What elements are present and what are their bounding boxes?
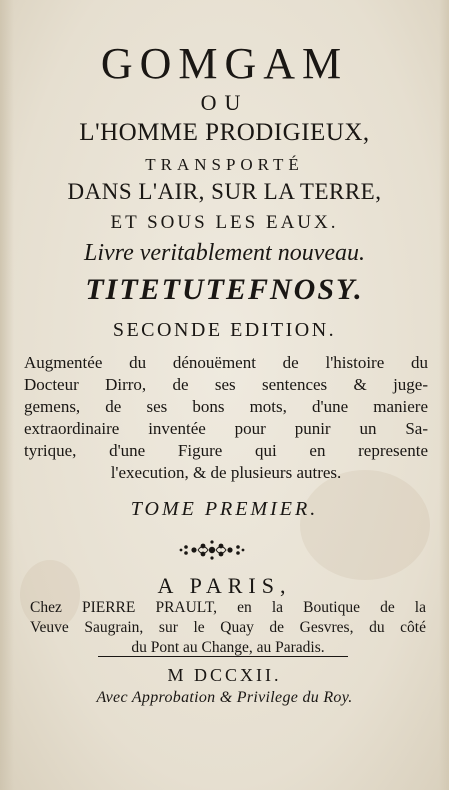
description-line: Augmentée du dénouëment de l'histoire du	[24, 353, 428, 372]
description-line: gemens, de ses bons mots, d'une maniere	[24, 397, 428, 416]
imprint-address	[30, 598, 426, 658]
imprint-line: Veuve Saugrain, sur le Quay de Gesvres, du côté	[30, 619, 426, 636]
description-paragraph	[24, 352, 428, 484]
description-line: l'execution, & de plusieurs autres.	[110, 463, 342, 482]
fleuron-ornament-icon	[179, 539, 245, 561]
subtitle-waters: ET SOUS LES EAUX.	[110, 212, 339, 233]
title-conjunction: OU	[200, 90, 249, 115]
subtitle-transporte: TRANSPORTÉ	[145, 155, 304, 174]
book-tagline: Livre veritablement nouveau.	[83, 240, 366, 266]
subtitle-places: DANS L'AIR, SUR LA TERRE,	[67, 179, 382, 204]
paper-stain	[300, 470, 430, 580]
description-line: Docteur Dirro, de ses sentences & juge-	[24, 375, 428, 394]
book-title: GOMGAM	[100, 39, 349, 88]
divider-rule	[98, 656, 348, 657]
description-line: extraordinaire inventée pour punir un Sa-	[24, 419, 428, 438]
publication-date: M DCCXII.	[167, 665, 282, 685]
volume-label: TOME PREMIER.	[130, 498, 319, 520]
imprint-line: Chez PIERRE PRAULT, en la Boutique de la	[30, 599, 426, 616]
edition-statement: SECONDE EDITION.	[112, 319, 337, 341]
description-line: tyrique, d'une Figure qui en represente	[24, 441, 428, 460]
author-anagram: TITETUTEFNOSY.	[85, 273, 364, 306]
book-subtitle: L'HOMME PRODIGIEUX,	[79, 119, 370, 146]
imprint-city: A PARIS,	[157, 573, 292, 598]
approbation-notice: Avec Approbation & Privilege du Roy.	[96, 689, 353, 706]
imprint-line: du Pont au Change, au Paradis.	[131, 639, 325, 656]
